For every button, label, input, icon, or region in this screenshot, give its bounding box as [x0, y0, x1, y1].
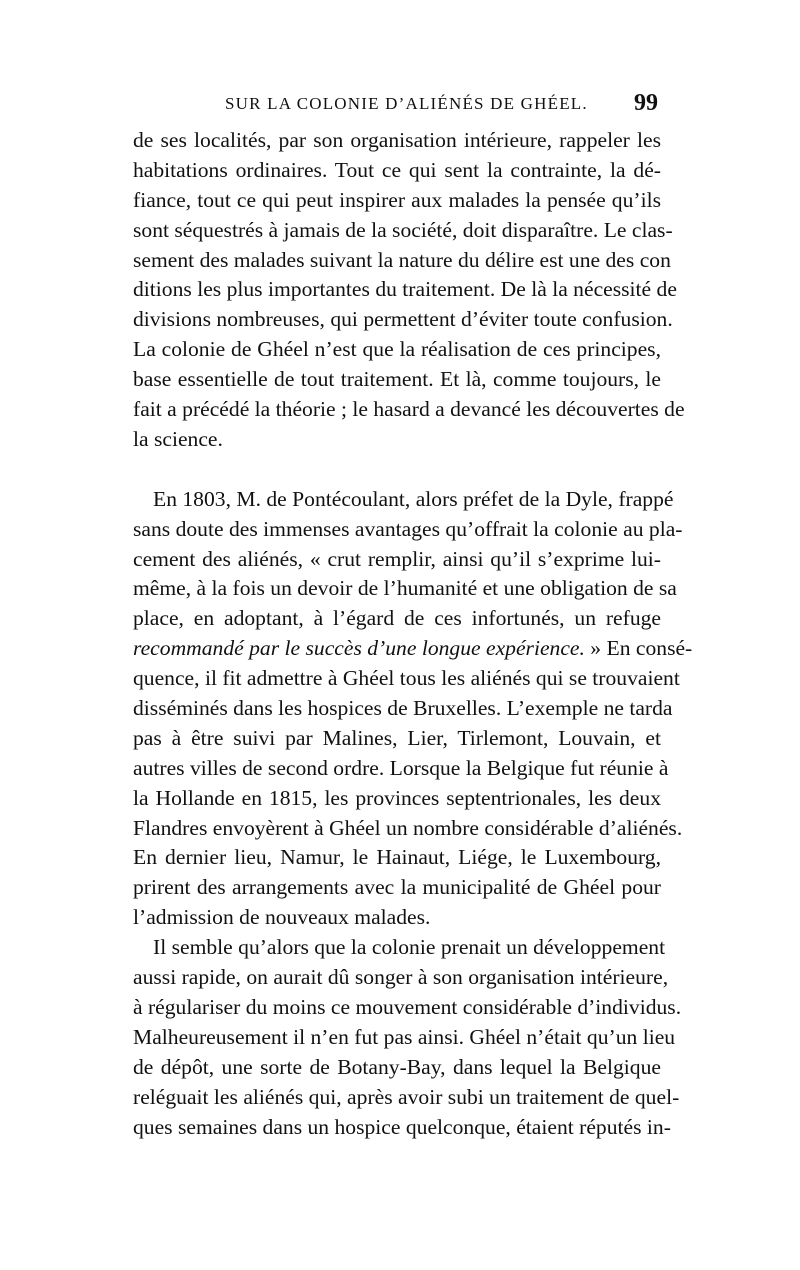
- text-line-mixed: [133, 634, 693, 664]
- text-line: pas à être suivi par Malines, Lier, Tirlemont, Louvain, et: [133, 725, 661, 750]
- text-line: divisions nombreuses, qui permettent d’éviter toute confusion.: [133, 307, 673, 332]
- running-head: [130, 92, 660, 122]
- text-line: Malheureusement il n’en fut pas ainsi. Ghéel n’était qu’un lieu: [133, 1024, 676, 1049]
- quote-close: » En consé-: [584, 636, 693, 661]
- text-line: Il semble qu’alors que la colonie prenait un développement: [153, 935, 666, 960]
- paragraph-gap: [133, 455, 661, 485]
- italic-quote: recommandé par le succès d’une longue expérience.: [133, 636, 585, 661]
- text-line: l’admission de nouveaux malades.: [133, 905, 431, 930]
- text-line: quence, il fit admettre à Ghéel tous les aliénés qui se trouvaient: [133, 666, 680, 691]
- text-line: reléguait les aliénés qui, après avoir subi un traitement de quel-: [133, 1084, 680, 1109]
- text-line: aussi rapide, on aurait dû songer à son organisation intérieure,: [133, 965, 669, 990]
- paragraph-3: [133, 933, 682, 1142]
- body-text: [133, 126, 693, 1142]
- text-line: cement des aliénés, « crut remplir, ainsi qu’il s’exprime lui-: [133, 546, 661, 571]
- text-line: En dernier lieu, Namur, le Hainaut, Liége, le Luxembourg,: [133, 845, 661, 870]
- text-line: disséminés dans les hospices de Bruxelles. L’exemple ne tarda: [133, 696, 673, 721]
- text-line: autres villes de second ordre. Lorsque la Belgique fut réunie à: [133, 755, 669, 780]
- text-line: même, à la fois un devoir de l’humanité et une obligation de sa: [133, 576, 677, 601]
- text-line: fiance, tout ce qui peut inspirer aux malades la pensée qu’ils: [133, 187, 661, 212]
- text-line: prirent des arrangements avec la municipalité de Ghéel pour: [133, 875, 661, 900]
- text-line: à régulariser du moins ce mouvement considérable d’individus.: [133, 994, 682, 1019]
- text-line: la Hollande en 1815, les provinces septentrionales, les deux: [133, 785, 661, 810]
- text-line: sont séquestrés à jamais de la société, doit disparaître. Le clas-: [133, 217, 673, 242]
- text-line: base essentielle de tout traitement. Et là, comme toujours, le: [133, 367, 661, 392]
- text-line: La colonie de Ghéel n’est que la réalisation de ces principes,: [133, 337, 661, 362]
- text-line: Flandres envoyèrent à Ghéel un nombre considérable d’aliénés.: [133, 815, 683, 840]
- text-line: fait a précédé la théorie ; le hasard a devancé les découvertes de: [133, 397, 685, 422]
- text-line: sement des malades suivant la nature du délire est une des con: [133, 247, 671, 272]
- paragraph-2: [133, 485, 693, 933]
- text-line: de dépôt, une sorte de Botany-Bay, dans lequel la Belgique: [133, 1054, 661, 1079]
- text-line: habitations ordinaires. Tout ce qui sent la contrainte, la dé-: [133, 157, 661, 182]
- running-title: SUR LA COLONIE D’ALIÉNÉS DE GHÉEL.: [225, 94, 588, 113]
- text-line: En 1803, M. de Pontécoulant, alors préfet de la Dyle, frappé: [153, 486, 674, 511]
- text-line: la science.: [133, 426, 223, 451]
- text-line: ques semaines dans un hospice quelconque, étaient réputés in-: [133, 1114, 671, 1139]
- text-line: sans doute des immenses avantages qu’offrait la colonie au pla-: [133, 516, 683, 541]
- paragraph-1: [133, 126, 685, 455]
- text-line: de ses localités, par son organisation intérieure, rappeler les: [133, 128, 661, 152]
- page-number: 99: [634, 90, 658, 116]
- text-line: place, en adoptant, à l’égard de ces infortunés, un refuge: [133, 606, 661, 631]
- text-line: ditions les plus importantes du traitement. De là la nécessité de: [133, 277, 677, 302]
